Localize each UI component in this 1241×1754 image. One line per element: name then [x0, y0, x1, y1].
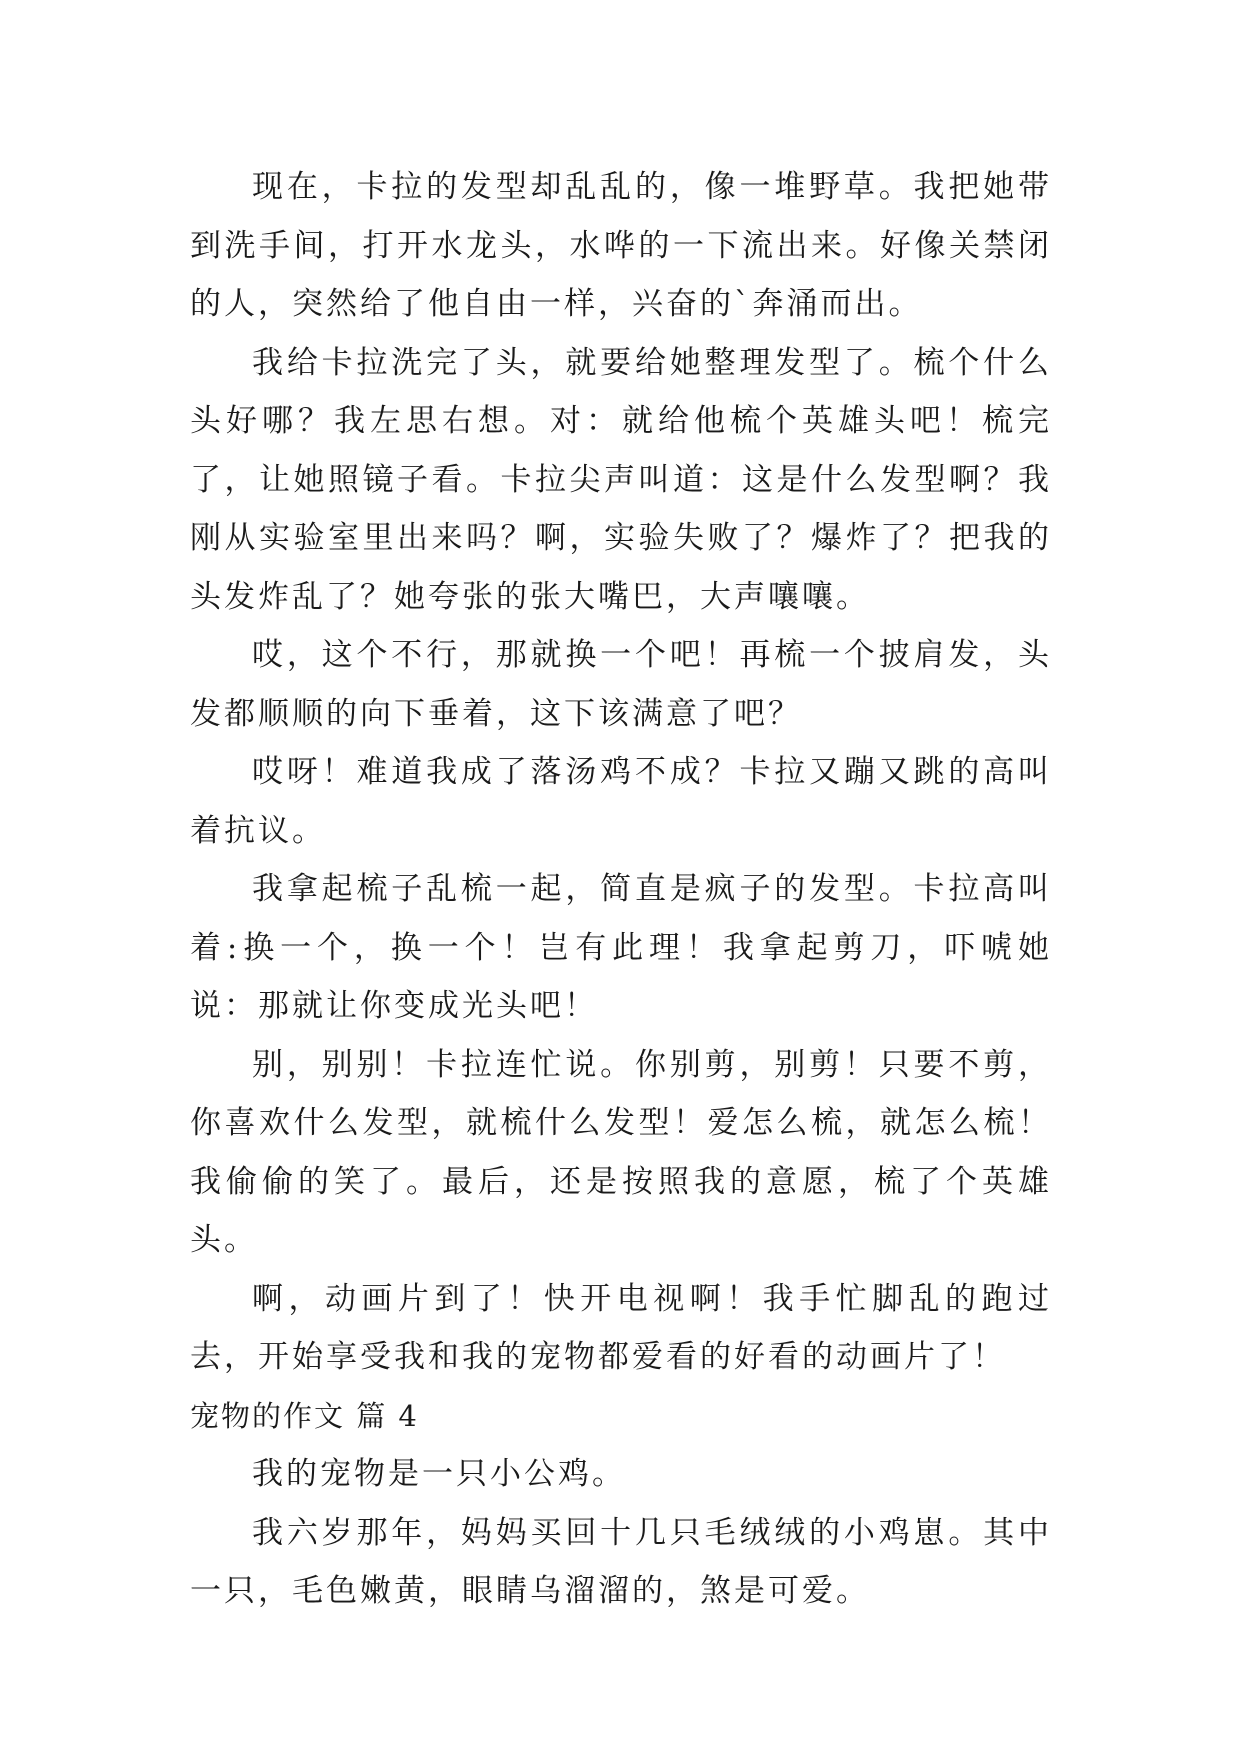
paragraph-3: 哎，这个不行，那就换一个吧！再梳一个披肩发，头发都顺顺的向下垂着，这下该满意了吧？: [190, 637, 1052, 732]
paragraph-8: 我的宠物是一只小公鸡。: [252, 1456, 626, 1492]
paragraph-5: 我拿起梳子乱梳一起，简直是疯子的发型。卡拉高叫着:换一个，换一个！岂有此理！我拿起剪刀，吓唬她说：那就让你变成光头吧！: [190, 871, 1052, 1024]
paragraph-1: 现在，卡拉的发型却乱乱的，像一堆野草。我把她带到洗手间，打开水龙头，水哗的一下流出来。好像关禁闭的人，突然给了他自由一样，兴奋的`奔涌而出。: [190, 169, 1052, 322]
document-body: [190, 158, 1052, 1621]
paragraph-9: 我六岁那年，妈妈买回十几只毛绒绒的小鸡崽。其中一只，毛色嫩黄，眼睛乌溜溜的，煞是可爱。: [190, 1514, 1052, 1609]
section-heading: 宠物的作文 篇 4: [190, 1398, 419, 1433]
paragraph-2: 我给卡拉洗完了头，就要给她整理发型了。梳个什么头好哪？我左思右想。对：就给他梳个英雄头吧！梳完了，让她照镜子看。卡拉尖声叫道：这是什么发型啊？我刚从实验室里出来吗？啊，实验失败了？爆炸了？把我的头发炸乱了？她夸张的张大嘴巴，大声嚷嚷。: [190, 344, 1052, 615]
paragraph-6: 别，别别！卡拉连忙说。你别剪，别剪！只要不剪，你喜欢什么发型，就梳什么发型！爱怎么梳，就怎么梳！我偷偷的笑了。最后，还是按照我的意愿，梳了个英雄头。: [190, 1046, 1052, 1258]
paragraph-4: 哎呀！难道我成了落汤鸡不成？卡拉又蹦又跳的高叫着抗议。: [190, 754, 1052, 849]
paragraph-7: 啊，动画片到了！快开电视啊！我手忙脚乱的跑过去，开始享受我和我的宠物都爱看的好看的动画片了！: [190, 1280, 1052, 1375]
